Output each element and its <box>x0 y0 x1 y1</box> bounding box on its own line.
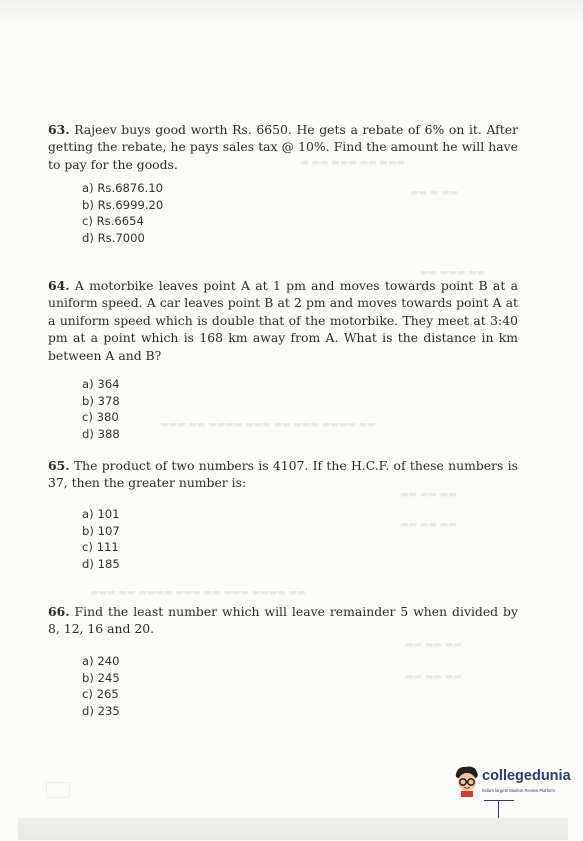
student-mascot-icon <box>452 764 482 798</box>
bleed-through-mark: ▬▬ ▬▬ ▬▬ <box>400 520 457 530</box>
question-number: 65. <box>48 458 70 473</box>
options-64 <box>82 376 120 442</box>
question-text: A motorbike leaves point A at 1 pm and moves towards point B at a uniform speed. A car leaves point B at 2 pm and moves towards point A at a uniform speed which is double that of the motorbike. They meet at 3:40 pm at a point which is 168 km away from A. What is the distance in km between A and B? <box>48 278 518 363</box>
options-63 <box>82 180 163 246</box>
option-d: d) 388 <box>82 426 120 441</box>
option-a: a) 101 <box>82 507 120 521</box>
option-c: c) 380 <box>82 410 119 425</box>
options-66 <box>82 653 120 719</box>
bleed-through-mark: ▬ ▬▬ ▬▬▬ ▬▬ ▬▬▬ <box>300 158 405 168</box>
page-number-box <box>46 782 70 798</box>
bleed-through-mark: ▬▬▬ ▬▬ ▬▬▬▬ ▬▬▬ ▬▬ ▬▬▬ ▬▬▬▬ ▬▬ <box>90 588 306 598</box>
question-text: Rajeev buys good worth Rs. 6650. He gets a rebate of 6% on it. After getting the rebate, he pays sales tax @ 10%. Find the amount he will have to pay for the goods. <box>48 122 518 172</box>
logo-stem <box>498 800 499 818</box>
option-d: d) 185 <box>82 556 120 571</box>
option-c: c) 111 <box>82 540 119 555</box>
option-b: b) Rs.6999.20 <box>82 197 164 212</box>
question-text: Find the least number which will leave remainder 5 when divided by 8, 12, 16 and 20. <box>48 604 518 637</box>
option-b: b) 245 <box>82 670 120 685</box>
logo-wordmark: collegedunia <box>482 768 571 784</box>
bleed-through-mark: ▬▬ ▬▬ ▬▬ <box>400 490 457 500</box>
option-c: c) 265 <box>82 687 119 702</box>
question-number: 63. <box>48 122 70 137</box>
bleed-through-mark: ▬▬▬ ▬▬ ▬▬▬▬ ▬▬▬ ▬▬ ▬▬▬ ▬▬▬▬ ▬▬ <box>160 420 376 430</box>
bleed-through-mark: ▬▬ ▬ ▬▬ <box>410 188 459 198</box>
option-a: a) Rs.6876.10 <box>82 181 164 195</box>
options-65 <box>82 506 120 572</box>
bleed-through-mark: ▬▬ ▬▬▬ ▬▬ <box>420 268 486 278</box>
question-63 <box>48 121 518 173</box>
question-text: The product of two numbers is 4107. If the H.C.F. of these numbers is 37, then the greater number is: <box>48 458 518 491</box>
option-b: b) 378 <box>82 393 120 408</box>
page-bottom-edge <box>18 818 568 840</box>
question-number: 66. <box>48 604 70 619</box>
option-a: a) 364 <box>82 377 120 391</box>
option-d: d) Rs.7000 <box>82 230 145 245</box>
question-66 <box>48 603 518 638</box>
collegedunia-logo <box>452 760 577 820</box>
logo-tagline: India's largest Student Review Platform <box>482 788 555 793</box>
option-b: b) 107 <box>82 523 120 538</box>
bleed-through-mark: ▬▬ ▬▬ ▬▬ <box>405 672 462 682</box>
option-a: a) 240 <box>82 654 120 668</box>
option-d: d) 235 <box>82 703 120 718</box>
bleed-through-mark: ▬▬ ▬▬ ▬▬ <box>405 640 462 650</box>
option-c: c) Rs.6654 <box>82 214 144 229</box>
page-top-edge <box>0 0 583 22</box>
question-65 <box>48 457 518 492</box>
question-64 <box>48 277 518 364</box>
question-number: 64. <box>48 278 70 293</box>
logo-divider <box>484 800 514 801</box>
